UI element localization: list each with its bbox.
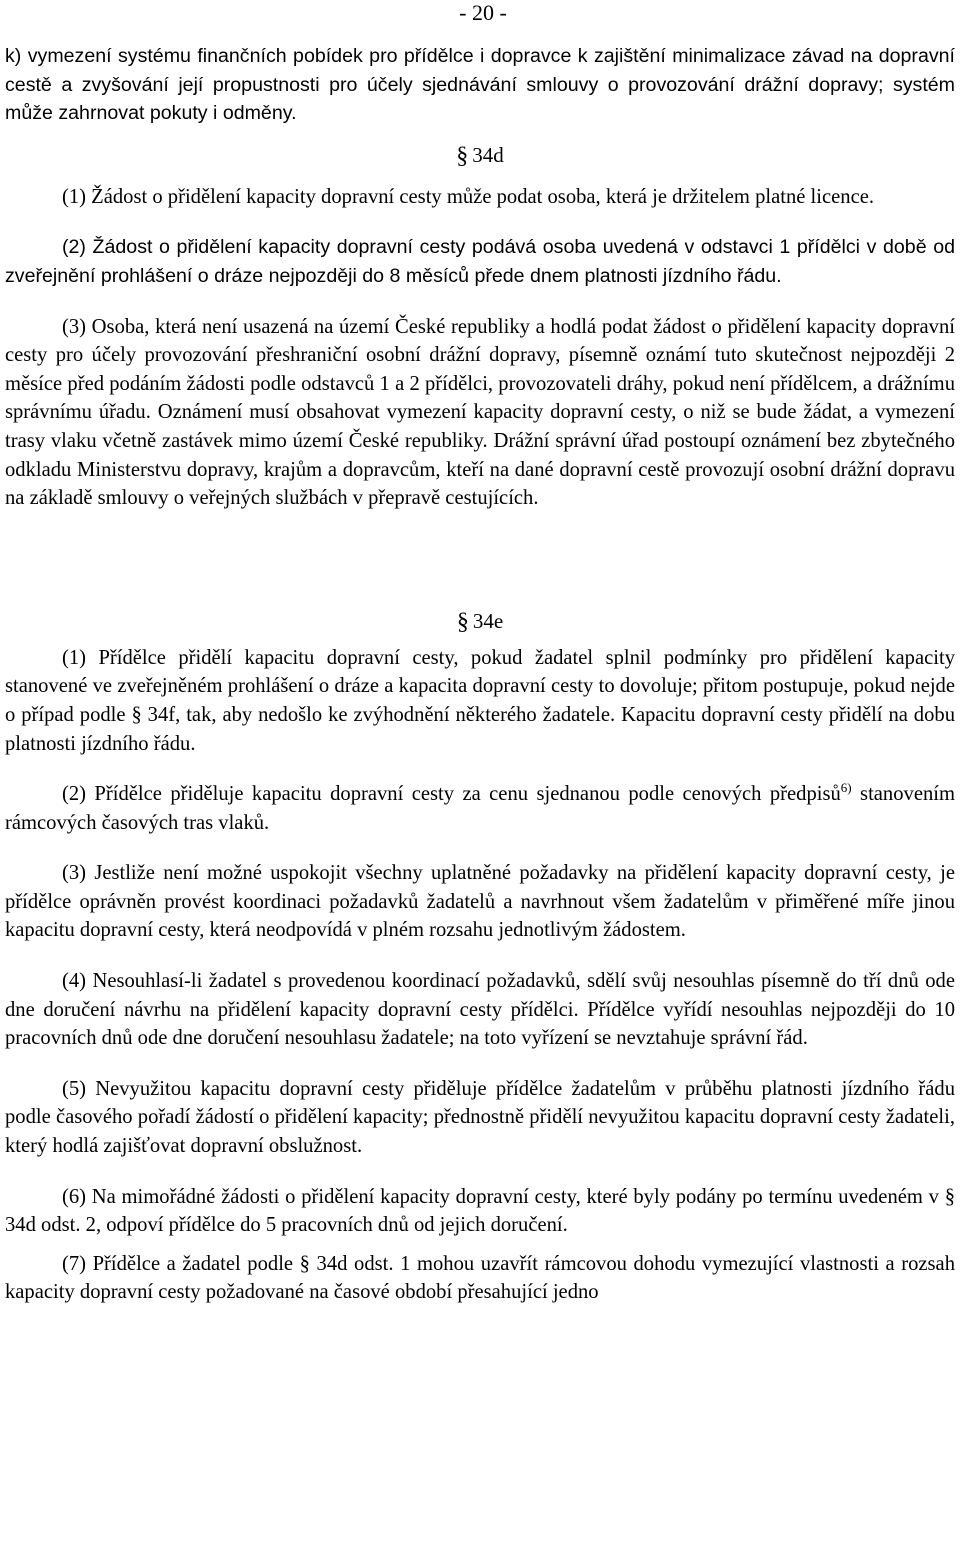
s34e-paragraph-4: (4) Nesouhlasí-li žadatel s provedenou koordinací požadavků, sdělí svůj nesouhlas písemně do tří dnů ode dne doručení návrhu na přidělení kapacity dopravní cesty přídělci. Přídělce vyřídí nesouhlas nejpozději do 10 pracovních dnů ode dne doručení nesouhlasu žadatele; na toto vyřízení se nevztahuje správní řád. <box>5 970 955 1050</box>
section-number: 34d <box>472 142 504 167</box>
s34e-paragraph-6: (6) Na mimořádné žádosti o přidělení kapacity dopravní cesty, které byly podány po termínu uvedeném v § 34d odst. 2, odpoví přídělce do 5 pracovních dnů od jejich doručení. <box>5 1185 955 1237</box>
s34e-paragraph-7: (7) Přídělce a žadatel podle § 34d odst. 1 mohou uzavřít rámcovou dohodu vymezující vlastnosti a rozsah kapacity dopravní cesty požadované na časové období přesahující jedno <box>5 1252 955 1304</box>
section-symbol: § <box>456 608 469 635</box>
page-number: - 20 - <box>459 0 507 25</box>
section-34e-heading <box>5 607 955 636</box>
s34d-paragraph-1: (1) Žádost o přidělení kapacity dopravní cesty může podat osoba, která je držitelem platné licence. <box>62 185 874 208</box>
s34e-paragraph-1: (1) Přídělce přidělí kapacitu dopravní cesty, pokud žadatel splnil podmínky pro přidělení kapacity stanovené ve zveřejněném prohlášení o dráze a kapacita dopravní cesty to dovoluje; přitom postupuje, pokud nejde o případ podle § 34f, tak, aby nedošlo ke zvýhodnění některého žadatele. Kapacitu dopravní cesty přidělí na dobu platnosti jízdního řádu. <box>5 646 955 755</box>
s34e-paragraph-2 <box>5 780 955 837</box>
document-body <box>5 42 955 1307</box>
s34e-p2-text-end: stanovením rámcových časových tras vlaků. <box>5 783 956 834</box>
s34d-paragraph-3: (3) Osoba, která není usazená na území České republiky a hodlá podat žádost o přidělení kapacity dopravní cesty pro účely provozování přeshraniční osobní drážní dopravy, písemně oznámí tuto skutečnost nejpozději 2 měsíce před podáním žádosti podle odstavců 1 a 2 přídělci, provozovateli dráhy, pokud není přídělcem, a drážnímu správnímu úřadu. Oznámení musí obsahovat vymezení kapacity dopravní cesty, o niž se bude žádat, a vymezení trasy vlaku včetně zastávek mimo území České republiky. Drážní správní úřad postoupí oznámení bez zbytečného odkladu Ministerstvu dopravy, krajům a dopravcům, kteří na dané dopravní cestě provozují osobní drážní dopravu na základě smlouvy o veřejných službách v přepravě cestujících. <box>5 315 955 510</box>
section-34d-heading <box>5 141 955 170</box>
section-number: 34e <box>472 608 504 633</box>
item-k: k) vymezení systému finančních pobídek pro přídělce i dopravce k zajištění minimalizace závad na dopravní cestě a zvyšování její propustnosti pro účely sjednávání smlouvy o provozování drážní dopravy; systém může zahrnovat pokuty i odměny. <box>5 45 955 125</box>
s34e-p2-text: (2) Přídělce přiděluje kapacitu dopravní cesty za cenu sjednanou podle cenových předpisů <box>62 783 841 806</box>
footnote-ref: 6) <box>840 780 852 796</box>
s34e-paragraph-5: (5) Nevyužitou kapacitu dopravní cesty přiděluje přídělce žadatelům v průběhu platnosti jízdního řádu podle časového pořadí žádostí o přidělení kapacity; přednostně přidělí nevyužitou kapacitu dopravní cesty žadateli, který hodlá zajišťovat dopravní obslužnost. <box>5 1077 955 1158</box>
section-symbol: § <box>456 142 469 169</box>
s34e-paragraph-3: (3) Jestliže není možné uspokojit všechny uplatněné požadavky na přidělení kapacity dopravní cesty, je přídělce oprávněn provést koordinaci požadavků žadatelů a navrhnout všem žadatelům v přiměřené míře jinou kapacitu dopravní cesty, která neodpovídá v plném rozsahu jednotlivým žádostem. <box>5 862 955 942</box>
s34d-paragraph-2: (2) Žádost o přidělení kapacity dopravní cesty podává osoba uvedená v odstavci 1 přídělci v době od zveřejnění prohlášení o dráze nejpozději do 8 měsíců přede dnem platnosti jízdního řádu. <box>5 236 955 287</box>
